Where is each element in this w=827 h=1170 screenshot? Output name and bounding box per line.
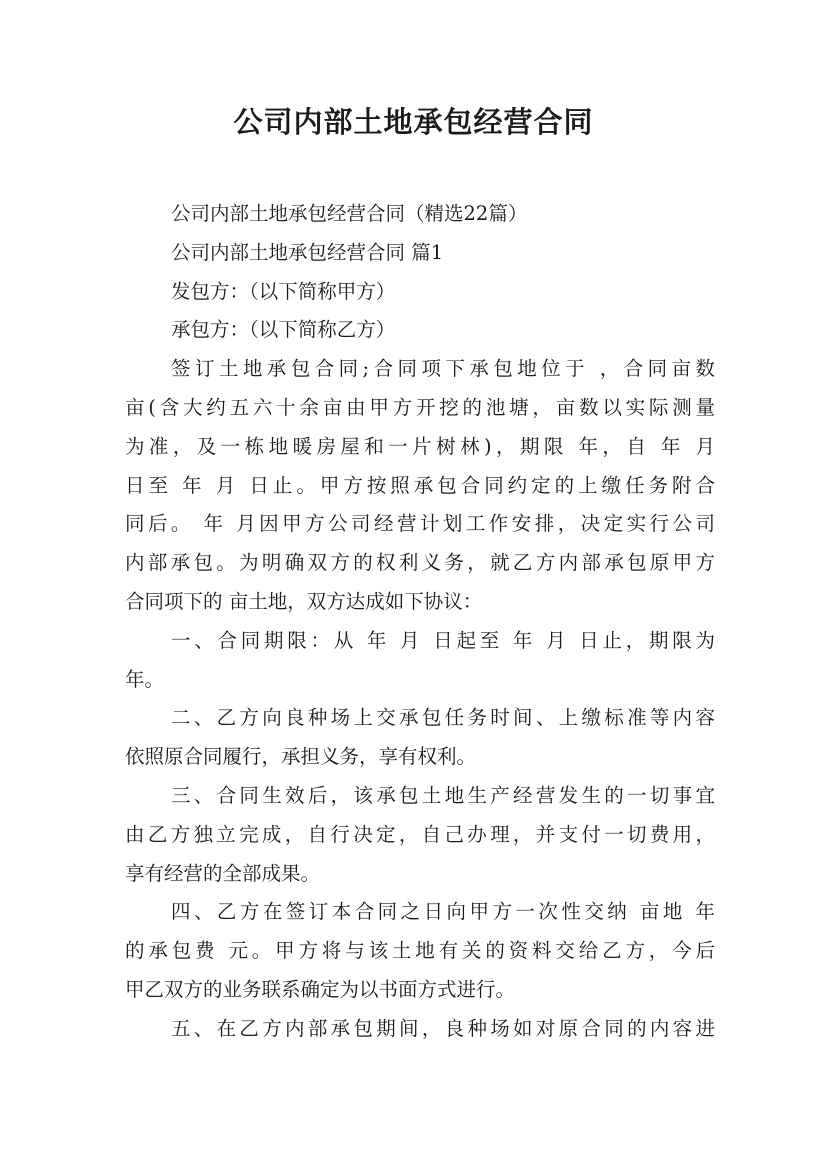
paragraph-line: 签订土地承包合同;合同项下承包地位于 ，合同亩数 (171, 357, 715, 381)
clause-line: 享有经营的全部成果。 (125, 861, 321, 885)
paragraph-line: 日至 年 月 日止。甲方按照承包合同约定的上缴任务附合 (125, 473, 715, 497)
paragraph-line: 同后。 年 月因甲方公司经营计划工作安排，决定实行公司 (125, 512, 715, 536)
paragraph-line: 亩(含大约五六十余亩由甲方开挖的池塘，亩数以实际测量 (125, 395, 715, 419)
clause-line: 二、乙方向良种场上交承包任务时间、上缴标准等内容 (171, 706, 715, 730)
paragraph-line: 为准，及一栋地暖房屋和一片树林)，期限 年，自 年 月 (125, 434, 715, 458)
clause-line: 由乙方独立完成，自行决定，自己办理，并支付一切费用， (125, 822, 715, 846)
document-title: 公司内部土地承包经营合同 (233, 105, 594, 139)
paragraph-line: 内部承包。为明确双方的权利义务，就乙方内部承包原甲方 (125, 551, 715, 575)
clause-line: 五、在乙方内部承包期间，良种场如对原合同的内容进 (171, 1016, 715, 1040)
party-a-line: 发包方：（以下简称甲方） (171, 279, 396, 303)
paragraph-line: 合同项下的 亩土地，双方达成如下协议： (125, 589, 483, 613)
clause-line: 依照原合同履行，承担义务，享有权利。 (125, 745, 477, 769)
clause-line: 的承包费 元。甲方将与该土地有关的资料交给乙方，今后 (125, 939, 715, 963)
clause-line: 一、合同期限：从 年 月 日起至 年 月 日止，期限为 (171, 628, 715, 652)
clause-line: 三、合同生效后，该承包土地生产经营发生的一切事宜 (171, 783, 715, 807)
document-body (125, 195, 715, 1049)
clause-line: 四、乙方在签订本合同之日向甲方一次性交纳 亩地 年 (171, 900, 715, 924)
section-heading-line: 公司内部土地承包经营合同 篇1 (171, 240, 444, 264)
clause-line: 甲乙双方的业务联系确定为以书面方式进行。 (125, 977, 516, 1001)
party-b-line: 承包方：（以下简称乙方） (171, 318, 396, 342)
clause-line: 年。 (125, 667, 165, 691)
subtitle-line: 公司内部土地承包经营合同（精选22篇） (171, 202, 528, 225)
